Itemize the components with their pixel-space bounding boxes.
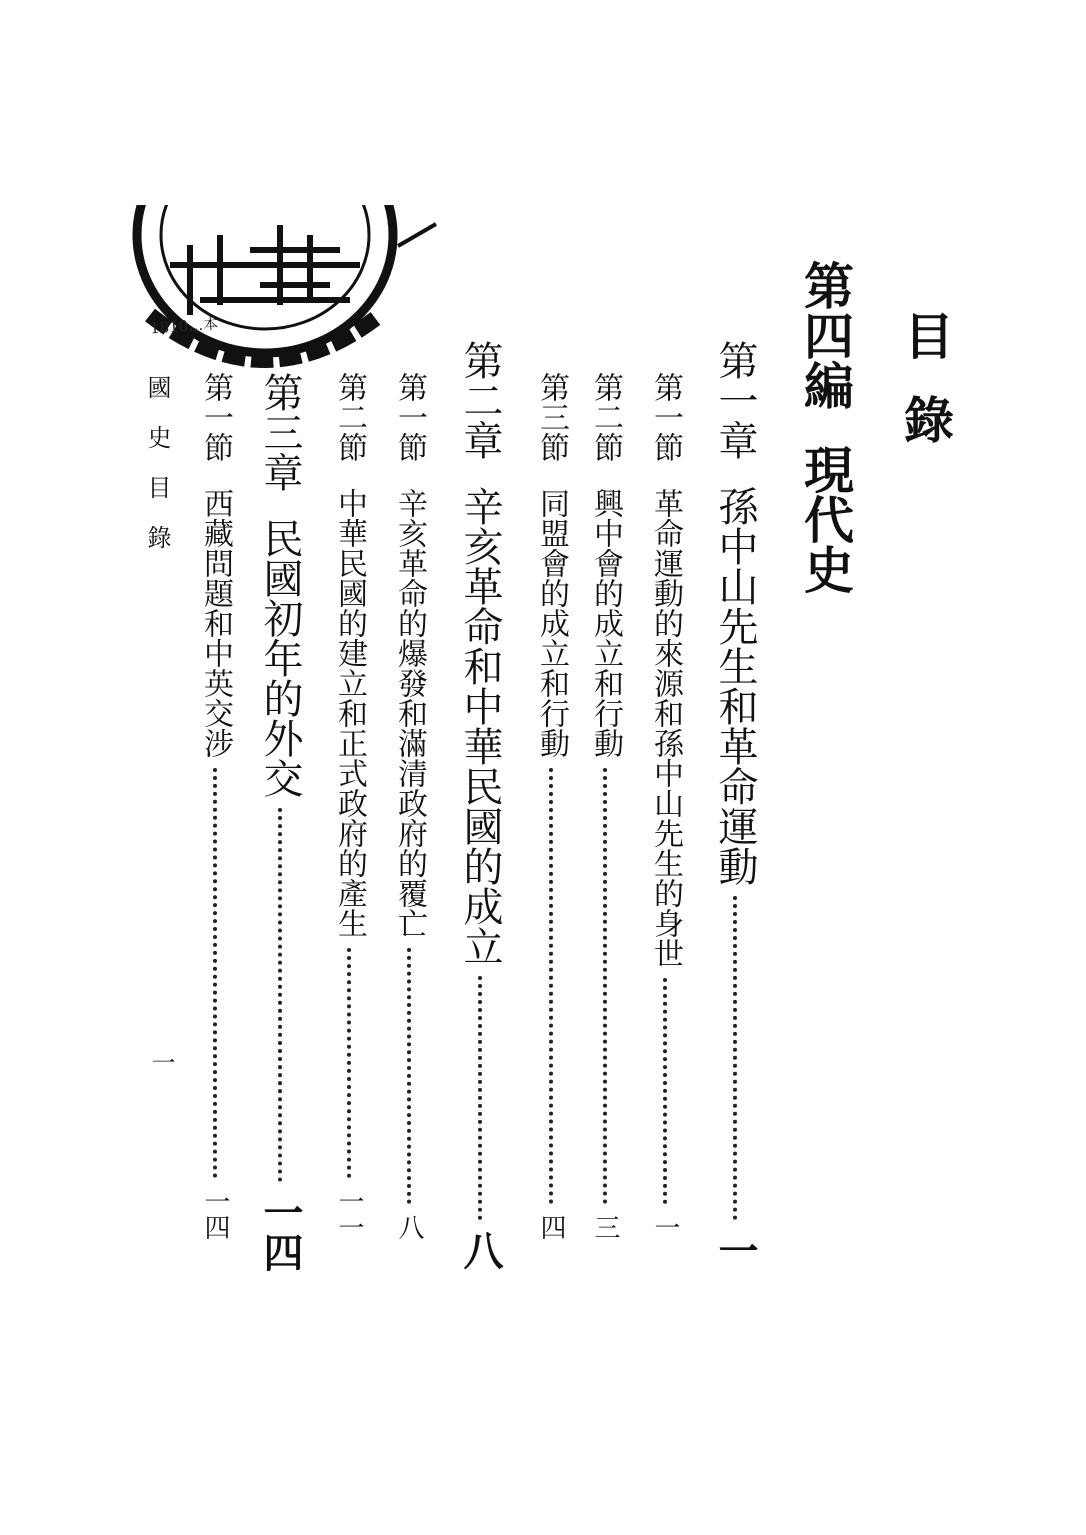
page-number: 四 (536, 1214, 566, 1240)
chapter-label: 第二章 (457, 340, 503, 460)
page-number: 一四 (257, 1192, 304, 1272)
section-heading: 同盟會的成立和行動 (534, 488, 569, 758)
section-heading: 中華民國的建立和正式政府的產生 (332, 488, 367, 938)
toc-entry-section-3-1[interactable] (192, 372, 238, 1240)
page-number: 一 (650, 1214, 680, 1240)
section-label: 第一節 (198, 372, 233, 462)
leader-dots (603, 768, 607, 1204)
chapter-heading: 孫中山先生和革命運動 (712, 486, 758, 886)
stamp-text: 1810…本 (149, 314, 219, 338)
section-label: 第三節 (534, 372, 569, 462)
leader-dots (478, 976, 482, 1220)
chapter-label: 第一章 (712, 340, 758, 460)
ink-stroke (396, 222, 438, 248)
section-label: 第一節 (392, 372, 427, 462)
toc-entry-chapter-3[interactable] (250, 372, 310, 1272)
section-label: 第二節 (588, 372, 623, 462)
toc-entry-chapter-1[interactable] (705, 340, 765, 1270)
section-heading: 辛亥革命的爆發和滿清政府的覆亡 (392, 488, 427, 938)
section-label: 第一節 (648, 372, 683, 462)
chapter-label: 第三章 (257, 372, 303, 492)
leader-dots (278, 808, 282, 1182)
leader-dots (549, 768, 553, 1204)
toc-entry-section-1-2[interactable] (582, 372, 628, 1240)
page-number: 一四 (200, 1188, 230, 1240)
toc-entry-section-1-1[interactable] (642, 372, 688, 1240)
page-title: 目錄 (896, 310, 955, 478)
leader-dots (733, 896, 737, 1220)
leader-dots (213, 768, 217, 1178)
leader-dots (407, 948, 411, 1204)
folio-number: 一 (147, 1050, 175, 1074)
part-label: 第四編 (796, 260, 855, 410)
toc-entry-section-2-1[interactable] (386, 372, 432, 1240)
library-stamp (130, 205, 400, 375)
part-title: 現代史 (796, 444, 855, 594)
page-number: 一一 (334, 1188, 364, 1240)
page-number: 八 (394, 1214, 424, 1240)
section-heading: 興中會的成立和行動 (588, 488, 623, 758)
page-number: 八 (457, 1230, 504, 1270)
chapter-heading: 辛亥革命和中華民國的成立 (457, 486, 503, 966)
section-label: 第二節 (332, 372, 367, 462)
toc-entry-section-1-3[interactable] (528, 372, 574, 1240)
leader-dots (347, 948, 351, 1178)
running-head: 國史目錄 (143, 375, 171, 575)
leader-dots (663, 978, 667, 1204)
toc-entry-section-2-2[interactable] (326, 372, 372, 1240)
section-heading: 西藏問題和中英交涉 (198, 488, 233, 758)
part-heading (796, 260, 855, 594)
chapter-heading: 民國初年的外交 (257, 518, 303, 798)
page-number: 三 (590, 1214, 620, 1240)
toc-entry-chapter-2[interactable] (450, 340, 510, 1270)
section-heading: 革命運動的來源和孫中山先生的身世 (648, 488, 683, 968)
page-number: 一 (712, 1230, 759, 1270)
